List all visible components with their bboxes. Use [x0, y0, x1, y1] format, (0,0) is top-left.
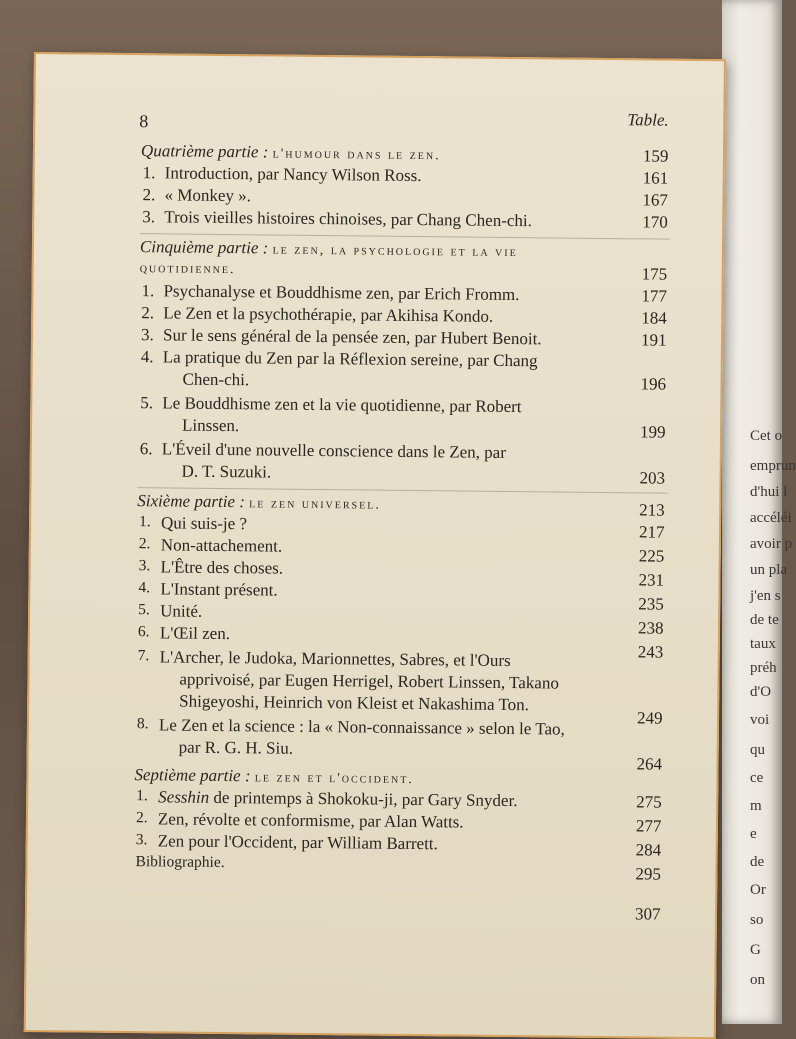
facing-page-text: e — [750, 826, 757, 842]
facing-page-text: Cet o — [750, 428, 783, 444]
facing-page-text: de te — [750, 612, 779, 628]
toc-entry-continued: Linssen. — [182, 415, 240, 436]
page-ref: 217 — [638, 522, 665, 542]
toc-entry: L'Œil zen. — [159, 623, 231, 644]
toc-entry-continued: apprivoisé, par Eugen Herrigel, Robert Linssen, Takano — [179, 669, 560, 693]
item-number: 7. — [137, 647, 150, 665]
page-ref: 235 — [638, 594, 664, 614]
toc-entry: L'Archer, le Judoka, Marionnettes, Sabres, et l'Ours — [159, 647, 511, 671]
book-page — [24, 52, 726, 1039]
facing-page-text: G — [750, 942, 761, 958]
part-heading — [141, 141, 441, 164]
item-number: 4. — [138, 579, 151, 597]
facing-page-text: qu — [750, 742, 765, 758]
item-number: 3. — [138, 557, 151, 575]
item-number: 1. — [142, 163, 156, 183]
facing-page-text: so — [750, 912, 764, 928]
toc-entry-continued: D. T. Suzuki. — [181, 461, 272, 482]
toc-entry-continued: Shigeyoshi, Heinrich von Kleist et Nakashima Ton. — [179, 691, 530, 715]
part-heading — [137, 491, 381, 514]
facing-page-text: on — [750, 972, 765, 988]
page-ref: 196 — [640, 374, 667, 394]
running-head: Table. — [627, 110, 669, 130]
facing-page-text: ce — [750, 770, 764, 786]
facing-page-text: emprun — [750, 458, 796, 474]
part-title: le zen, la psychologie et la vie — [272, 242, 518, 261]
item-number: 2. — [135, 809, 148, 827]
item-number: 3. — [140, 325, 154, 345]
part-heading — [134, 765, 414, 788]
toc-entry: Zen, révolte et conformisme, par Alan Watts. — [157, 809, 464, 832]
facing-page-text: d'hui l — [750, 484, 788, 500]
part-title: le zen et l'occident. — [254, 770, 414, 788]
toc-entry: Introduction, par Nancy Wilson Ross. — [164, 163, 422, 186]
facing-page-text: voi — [750, 712, 770, 728]
page-ref: 295 — [635, 864, 662, 884]
bibliography-entry: Bibliographie. — [135, 853, 225, 872]
page-ref: 167 — [642, 190, 669, 210]
part-heading — [140, 237, 518, 261]
toc-entry: Qui suis-je ? — [160, 513, 248, 534]
facing-page-text: préh — [750, 660, 777, 676]
facing-page-text: d'O — [750, 684, 772, 700]
toc-entry-continued: Chen-chi. — [182, 369, 250, 390]
toc-entry: Trois vieilles histoires chinoises, par Chang Chen-chi. — [164, 207, 533, 231]
facing-page — [722, 0, 796, 1024]
item-number: 6. — [139, 439, 153, 459]
page-ref: 231 — [638, 570, 665, 590]
facing-page-text: j'en s — [750, 588, 781, 604]
toc-entry: L'Être des choses. — [160, 557, 284, 578]
item-number: 2. — [142, 185, 156, 205]
page-ref: 175 — [641, 264, 668, 284]
page-ref: 264 — [636, 754, 663, 774]
toc-entry: « Monkey ». — [164, 185, 252, 206]
part-label: Sixième partie : — [137, 491, 246, 512]
toc-entry — [158, 787, 518, 811]
toc-entry: La pratique du Zen par la Réflexion sereine, par Chang — [162, 347, 538, 371]
page-ref: 177 — [641, 286, 668, 306]
facing-page-text: accéléi — [750, 510, 792, 526]
page-ref: 275 — [636, 792, 662, 812]
toc-entry: Sur le sens général de la pensée zen, par Hubert Benoit. — [162, 325, 542, 349]
toc-entry-text: de printemps à Shokoku-ji, par Gary Snyder. — [209, 787, 518, 811]
part-label: Cinquième partie : — [139, 237, 269, 258]
toc-entry-continued: par R. G. H. Siu. — [178, 737, 294, 758]
item-number: 4. — [140, 347, 154, 367]
page-ref: 199 — [639, 422, 666, 442]
page-ref: 225 — [638, 546, 665, 566]
toc-entry: Le Bouddhisme zen et la vie quotidienne, par Robert — [162, 393, 522, 417]
item-number: 3. — [142, 207, 156, 227]
facing-page-text: taux — [750, 636, 776, 652]
toc-entry: Psychanalyse et Bouddhisme zen, par Erich Fromm. — [163, 281, 520, 305]
item-number: 5. — [140, 393, 154, 413]
item-number: 2. — [141, 303, 155, 323]
page-ref: 159 — [642, 146, 669, 166]
part-label: Septième partie : — [134, 765, 251, 786]
page-ref: 191 — [640, 330, 667, 350]
item-number: 1. — [138, 513, 151, 531]
part-label: Quatrième partie : — [140, 141, 269, 162]
part-title: le zen universel. — [249, 496, 381, 513]
page-ref: 249 — [636, 708, 663, 728]
page-ref: 277 — [635, 816, 662, 836]
item-number: 1. — [141, 281, 155, 301]
item-number: 8. — [136, 715, 149, 733]
toc-entry: Le Zen et la psychothérapie, par Akihisa Kondo. — [163, 303, 494, 326]
item-number: 6. — [137, 623, 150, 641]
page-ref: 161 — [642, 168, 669, 188]
item-number: 5. — [138, 601, 150, 619]
page-ref: 238 — [637, 618, 664, 638]
page-ref: 184 — [641, 308, 667, 328]
part-title-continued: quotidienne. — [139, 261, 236, 278]
toc-entry: Le Zen et la science : la « Non-connaissance » selon le Tao, — [158, 715, 565, 739]
toc-entry: Zen pour l'Occident, par William Barrett. — [157, 831, 438, 854]
page-ref: 213 — [639, 500, 665, 520]
toc-entry: Unité. — [160, 601, 203, 621]
facing-page-text: m — [750, 798, 762, 814]
page-ref: 307 — [634, 904, 661, 924]
page-ref: 170 — [642, 212, 668, 232]
page-ref: 203 — [639, 468, 666, 488]
facing-page-text: de — [750, 854, 765, 870]
page-ref: 284 — [635, 840, 662, 860]
toc-entry: L'Instant présent. — [160, 579, 278, 600]
page-ref: 243 — [637, 642, 664, 662]
item-number: 1. — [136, 787, 148, 805]
item-number: 3. — [135, 831, 148, 849]
toc-entry: Non-attachement. — [160, 535, 283, 556]
toc-entry-italic: Sesshin — [158, 787, 210, 807]
facing-page-text: avoir p — [750, 536, 793, 552]
facing-page-text: un pla — [750, 562, 788, 578]
page-number: 8 — [139, 111, 149, 132]
item-number: 2. — [138, 535, 151, 553]
toc-entry: L'Éveil d'une nouvelle conscience dans le Zen, par — [161, 439, 507, 462]
facing-page-text: Or — [750, 882, 766, 898]
part-title: l'humour dans le zen. — [272, 146, 441, 164]
